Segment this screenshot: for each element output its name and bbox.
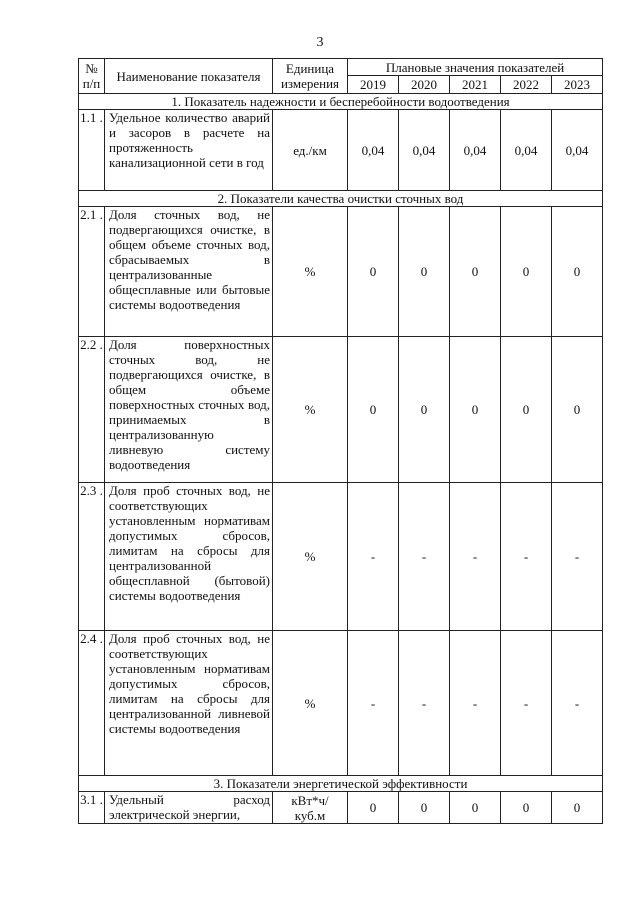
- value-cell: 0: [501, 337, 552, 483]
- table-row: [79, 110, 603, 191]
- value-cell: 0: [399, 792, 450, 824]
- indicators-table: [78, 58, 603, 824]
- unit-cell: %: [273, 337, 348, 483]
- value-cell: 0: [552, 207, 603, 337]
- value-cell: 0,04: [450, 110, 501, 191]
- value-cell: -: [552, 483, 603, 631]
- header-year: 2020: [399, 76, 450, 94]
- indicator-name: Доля проб сточных вод, не соответствующих установленным нормативам допустимых сбросов, лимитам на сбросы для централизованной ливневой системы водоотведения: [105, 631, 273, 776]
- value-cell: -: [552, 631, 603, 776]
- value-cell: 0: [450, 207, 501, 337]
- header-unit: Единица измерения: [273, 59, 348, 94]
- header-num: № п/п: [79, 59, 105, 94]
- value-cell: 0: [348, 337, 399, 483]
- value-cell: -: [450, 483, 501, 631]
- row-number: 2.2 .: [79, 337, 105, 483]
- unit-cell: %: [273, 631, 348, 776]
- value-cell: -: [501, 631, 552, 776]
- indicator-name: Доля поверхностных сточных вод, не подвергающихся очистке, в общем объеме поверхностных сточных вод, принимаемых в централизованную ливневую систему водоотведения: [105, 337, 273, 483]
- value-cell: 0: [399, 337, 450, 483]
- section-title: 2. Показатели качества очистки сточных вод: [79, 191, 603, 207]
- value-cell: 0,04: [501, 110, 552, 191]
- value-cell: 0: [399, 207, 450, 337]
- value-cell: 0,04: [399, 110, 450, 191]
- value-cell: -: [501, 483, 552, 631]
- value-cell: -: [450, 631, 501, 776]
- indicator-name: Доля сточных вод, не подвергающихся очистке, в общем объеме сточных вод, сбрасываемых в централизованные общесплавные или бытовые системы водоотведения: [105, 207, 273, 337]
- row-number: 2.4 .: [79, 631, 105, 776]
- section-row: [79, 94, 603, 110]
- table-row: [79, 207, 603, 337]
- page-number: 3: [316, 35, 324, 50]
- header-year: 2022: [501, 76, 552, 94]
- header-year: 2021: [450, 76, 501, 94]
- unit-cell: кВт*ч/ куб.м: [273, 792, 348, 824]
- value-cell: 0: [501, 792, 552, 824]
- unit-cell: %: [273, 483, 348, 631]
- indicator-name: Удельный расход электрической энергии,: [105, 792, 273, 824]
- table-row: [79, 337, 603, 483]
- table-row: [79, 483, 603, 631]
- header-year: 2019: [348, 76, 399, 94]
- value-cell: -: [348, 483, 399, 631]
- value-cell: 0,04: [552, 110, 603, 191]
- table-row: [79, 792, 603, 824]
- row-number: 2.3 .: [79, 483, 105, 631]
- value-cell: -: [399, 631, 450, 776]
- header-name: Наименование показателя: [105, 59, 273, 94]
- value-cell: 0: [450, 792, 501, 824]
- row-number: 3.1 .: [79, 792, 105, 824]
- section-row: [79, 191, 603, 207]
- value-cell: 0: [552, 792, 603, 824]
- value-cell: 0: [348, 207, 399, 337]
- indicator-name: Доля проб сточных вод, не соответствующих установленным нормативам допустимых сбросов, лимитам на сбросы для централизованной общесплавной (бытовой) системы водоотведения: [105, 483, 273, 631]
- value-cell: 0: [450, 337, 501, 483]
- value-cell: -: [399, 483, 450, 631]
- value-cell: 0: [348, 792, 399, 824]
- value-cell: 0: [501, 207, 552, 337]
- value-cell: -: [348, 631, 399, 776]
- unit-cell: %: [273, 207, 348, 337]
- header-planned-values: Плановые значения показателей: [348, 59, 603, 76]
- header-year: 2023: [552, 76, 603, 94]
- section-row: [79, 776, 603, 792]
- row-number: 2.1 .: [79, 207, 105, 337]
- row-number: 1.1 .: [79, 110, 105, 191]
- section-title: 1. Показатель надежности и бесперебойности водоотведения: [79, 94, 603, 110]
- table-row: [79, 631, 603, 776]
- value-cell: 0: [552, 337, 603, 483]
- section-title: 3. Показатели энергетической эффективности: [79, 776, 603, 792]
- value-cell: 0,04: [348, 110, 399, 191]
- indicator-name: Удельное количество аварий и засоров в расчете на протяженность канализационной сети в год: [105, 110, 273, 191]
- unit-cell: ед./км: [273, 110, 348, 191]
